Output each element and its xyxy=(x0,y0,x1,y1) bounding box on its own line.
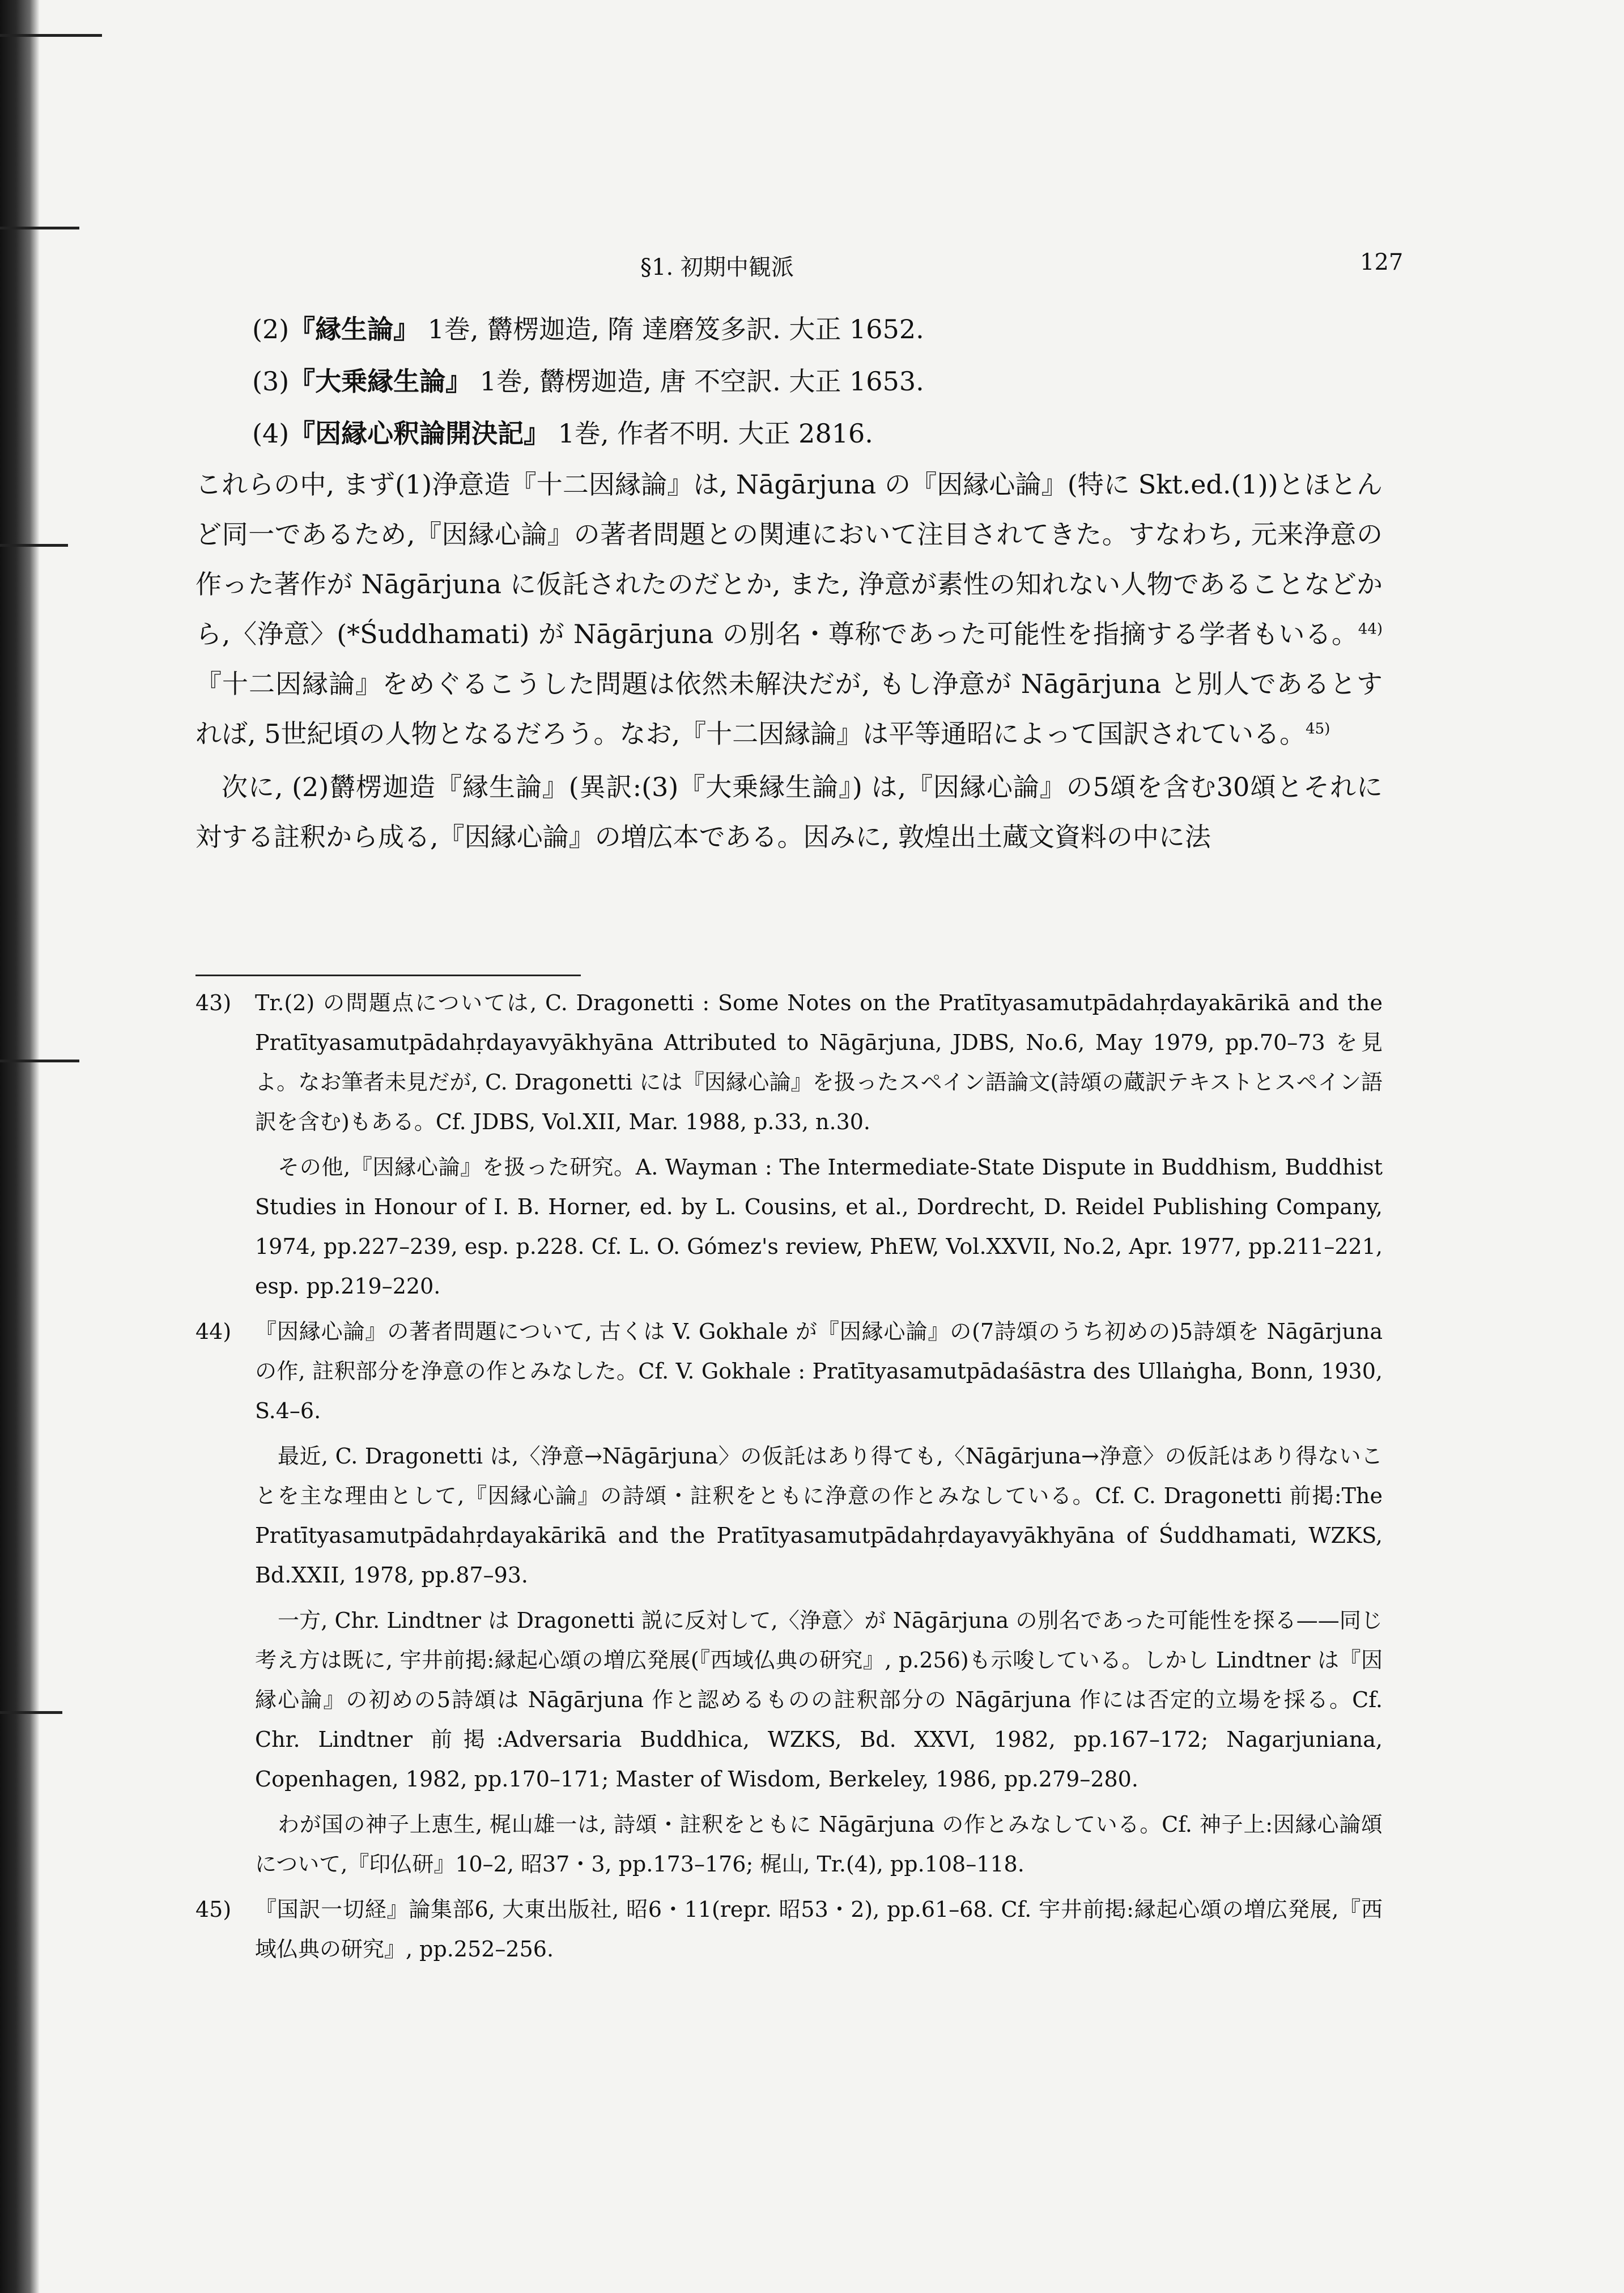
footnote-number: 45) xyxy=(195,1897,232,1922)
book-binding-shadow xyxy=(0,0,40,2293)
work-entry: (2)『縁生論』 1巻, 欝楞迦造, 隋 達磨笈多訳. 大正 1652. xyxy=(252,314,924,344)
footnote-paragraph: Tr.(2) の問題点については, C. Dragonetti : Some Notes on the Pratītyasamutpādahṛdayakārikā and the Pratītyasamutpādahṛdayavyākhyāna Attributed to Nāgārjuna, JDBS, No.6, May 1979, pp.70–73 を見よ。なお筆者未見だが, C. Dragonetti には『因縁心論』を扱ったスペイン語論文(詩頌の蔵訳テキストとスペイン語訳を含む)もある。Cf. JDBS, Vol.XII, Mar. 1988, p.33, n.30. xyxy=(255,990,1383,1134)
running-header xyxy=(0,249,1624,283)
scan-artifact xyxy=(0,34,102,37)
main-text xyxy=(195,303,1383,862)
footnote-number: 44) xyxy=(195,1319,232,1344)
footnote-paragraph: 『因縁心論』の著者問題について, 古くは V. Gokhale が『因縁心論』の(7詩頌のうち初めの)5詩頌を Nāgārjuna の作, 註釈部分を浄意の作とみなした。Cf. V. Gokhale : Pratītyasamutpādaśāstra des Ullaṅgha, Bonn, 1930, S.4–6. xyxy=(255,1319,1383,1423)
footnote-paragraph: 『国訳一切経』論集部6, 大東出版社, 昭6・11(repr. 昭53・2), pp.61–68. Cf. 宇井前掲:縁起心頌の増広発展,『西域仏典の研究』, pp.252–256. xyxy=(255,1897,1383,1962)
footnote-paragraph: 一方, Chr. Lindtner は Dragonetti 説に反対して,〈浄意〉が Nāgārjuna の別名であった可能性を探る——同じ考え方は既に, 宇井前掲:縁起心頌の増広発展(『西域仏典の研究』, p.256)も示唆している。しかし Lindtner は『因縁心論』の初めの5詩頌は Nāgārjuna 作と認めるものの註釈部分の Nāgārjuna 作には否定的立場を採る。Cf. Chr. Lindtner 前掲:Adversaria Buddhica, WZKS, Bd. XXVI, 1982, pp.167–172; Nagarjuniana, Copenhagen, 1982, pp.170–171; Master of Wisdom, Berkeley, 1986, pp.279–280. xyxy=(255,1608,1383,1792)
page-number: 127 xyxy=(1360,249,1404,275)
footnote-ref[interactable]: 45) xyxy=(1306,720,1330,738)
footnote xyxy=(195,983,1383,1306)
work-entry: (3)『大乗縁生論』 1巻, 欝楞迦造, 唐 不空訳. 大正 1653. xyxy=(252,366,924,397)
footnote xyxy=(195,1312,1383,1884)
footnote-divider xyxy=(195,975,581,976)
section-title: §1. 初期中観派 xyxy=(640,254,794,280)
footnote xyxy=(195,1890,1383,1969)
footnote-ref[interactable]: 44) xyxy=(1358,620,1383,638)
body-paragraph: これらの中, まず(1)浄意造『十二因縁論』は, Nāgārjuna の『因縁心論』(特に Skt.ed.(1))とほとんど同一であるため,『因縁心論』の著者問題との関連において注目されてきた。すなわち, 元来浄意の作った著作が Nāgārjuna に仮託されたのだとか, また, 浄意が素性の知れない人物であることなどから,〈浄意〉(*Śuddhamati) が Nāgārjuna の別名・尊称であった可能性を指摘する学者もいる。$^{44)}$『十二因縁論』をめぐるこうした問題は依然未解決だが, もし浄意が Nāgārjuna と別人であるとすれば, 5世紀頃の人物となるだろう。なお,『十二因縁論』は平等通昭によって国訳されている。$^{45)}$ xyxy=(195,469,1383,749)
footnote-paragraph: 最近, C. Dragonetti は,〈浄意→Nāgārjuna〉の仮託はあり得ても,〈Nāgārjuna→浄意〉の仮託はあり得ないことを主な理由として,『因縁心論』の詩頌・註釈をともに浄意の作とみなしている。Cf. C. Dragonetti 前掲:The Pratītyasamutpādahṛdayakārikā and the Pratītyasamutpādahṛdayavyākhyāna of Śuddhamati, WZKS, Bd.XXII, 1978, pp.87–93. xyxy=(255,1444,1383,1588)
footnote-paragraph: わが国の神子上恵生, 梶山雄一は, 詩頌・註釈をともに Nāgārjuna の作とみなしている。Cf. 神子上:因縁心論頌について,『印仏研』10–2, 昭37・3, pp.173–176; 梶山, Tr.(4), pp.108–118. xyxy=(255,1812,1383,1877)
body-paragraph: 次に, (2)欝楞迦造『縁生論』(異訳:(3)『大乗縁生論』) は,『因縁心論』の5頌を含む30頌とそれに対する註釈から成る,『因縁心論』の増広本である。因みに, 敦煌出土蔵文資料の中に法 xyxy=(195,772,1383,852)
footnote-paragraph: その他,『因縁心論』を扱った研究。A. Wayman : The Intermediate-State Dispute in Buddhism, Buddhist Studies in Honour of I. B. Horner, ed. by L. Cousins, et al., Dordrecht, D. Reidel Publishing Company, 1974, pp.227–239, esp. p.228. Cf. L. O. Gómez's review, PhEW, Vol.XXVII, No.2, Apr. 1977, pp.211–221, esp. pp.219–220. xyxy=(255,1155,1383,1299)
scan-artifact xyxy=(0,1711,62,1714)
work-entry: (4)『因縁心釈論開決記』 1巻, 作者不明. 大正 2816. xyxy=(252,418,873,449)
footnote-number: 43) xyxy=(195,990,232,1015)
scan-artifact xyxy=(0,544,68,547)
footnotes xyxy=(195,983,1383,1975)
scan-artifact xyxy=(0,227,79,229)
scan-artifact xyxy=(0,1060,79,1062)
